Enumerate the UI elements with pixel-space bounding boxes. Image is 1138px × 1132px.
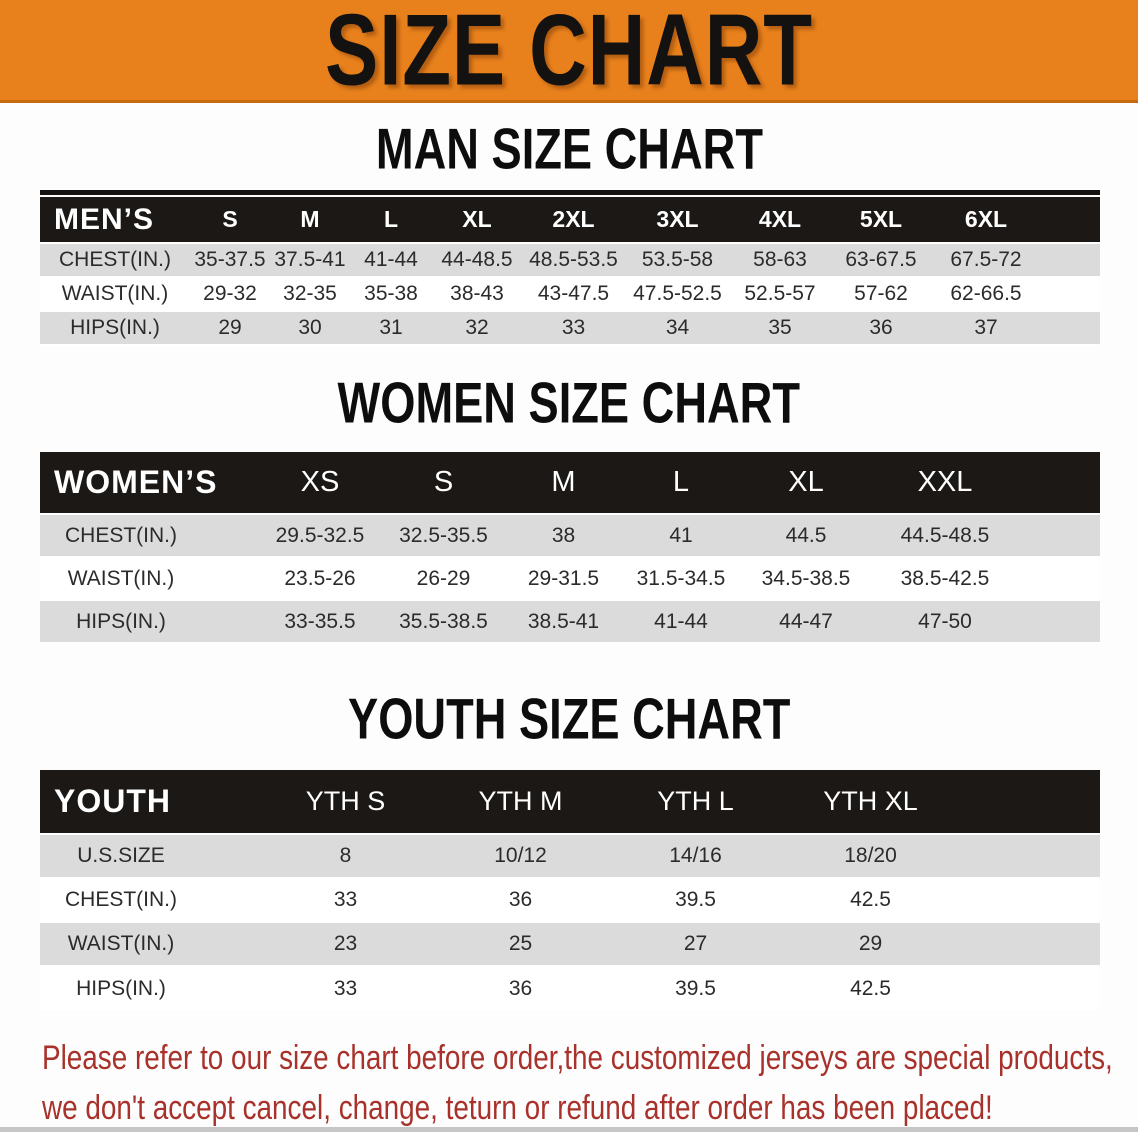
row-label: CHEST(IN.): [40, 514, 258, 557]
youth-hips-row: [40, 966, 1100, 1010]
size-cell: 34.5-38.5: [740, 557, 872, 600]
youth-table-header-label: YOUTH: [40, 770, 258, 834]
spacer-cell: [958, 922, 1100, 966]
size-cell: 39.5: [608, 966, 783, 1010]
size-cell: 29.5-32.5: [258, 514, 382, 557]
size-cell: 30: [270, 311, 350, 345]
spacer-cell: [1040, 243, 1100, 277]
men-table-top-rule: [40, 190, 1100, 195]
women-chest-row: [40, 514, 1100, 557]
size-cell: 32-35: [270, 277, 350, 311]
youth-size-chart-title-text: YOUTH SIZE CHART: [347, 688, 791, 752]
youth-size-column: YTH S: [258, 770, 433, 834]
size-cell: 44-48.5: [432, 243, 522, 277]
size-cell: 29-31.5: [505, 557, 622, 600]
youth-size-chart-title: [0, 688, 1138, 752]
row-label: HIPS(IN.): [40, 311, 190, 345]
spacer-cell: [958, 966, 1100, 1010]
size-cell: 32: [432, 311, 522, 345]
men-size-column: 2XL: [522, 197, 625, 243]
row-label: CHEST(IN.): [40, 878, 258, 922]
size-cell: 37.5-41: [270, 243, 350, 277]
size-cell: 43-47.5: [522, 277, 625, 311]
size-cell: 67.5-72: [932, 243, 1040, 277]
size-cell: 37: [932, 311, 1040, 345]
disclaimer-line-2: [42, 1086, 1132, 1132]
size-cell: 38: [505, 514, 622, 557]
size-cell: 36: [830, 311, 932, 345]
spacer-cell: [1018, 600, 1100, 643]
youth-us-size-row: [40, 834, 1100, 878]
spacer-cell: [1040, 277, 1100, 311]
size-cell: 26-29: [382, 557, 505, 600]
size-cell: 31.5-34.5: [622, 557, 740, 600]
bottom-divider-bar: [0, 1127, 1138, 1132]
men-size-table: [40, 197, 1100, 346]
size-cell: 32.5-35.5: [382, 514, 505, 557]
size-cell: 35-38: [350, 277, 432, 311]
men-waist-row: [40, 277, 1100, 311]
size-cell: 38-43: [432, 277, 522, 311]
size-cell: 8: [258, 834, 433, 878]
spacer-cell: [958, 878, 1100, 922]
men-size-column: 5XL: [830, 197, 932, 243]
banner-title: SIZE CHART: [325, 0, 813, 107]
women-size-column: M: [505, 452, 622, 514]
women-size-chart-title: [0, 372, 1138, 436]
women-size-table: [40, 452, 1100, 644]
size-cell: 57-62: [830, 277, 932, 311]
size-cell: 41-44: [350, 243, 432, 277]
men-hips-row: [40, 311, 1100, 345]
size-cell: 52.5-57: [730, 277, 830, 311]
size-cell: 29: [783, 922, 958, 966]
row-label: U.S.SIZE: [40, 834, 258, 878]
size-cell: 42.5: [783, 878, 958, 922]
size-cell: 36: [433, 878, 608, 922]
men-size-column: 4XL: [730, 197, 830, 243]
men-chest-row: [40, 243, 1100, 277]
size-cell: 29: [190, 311, 270, 345]
size-cell: 31: [350, 311, 432, 345]
size-cell: 39.5: [608, 878, 783, 922]
size-cell: 38.5-41: [505, 600, 622, 643]
spacer-cell: [1040, 197, 1100, 243]
spacer-cell: [1040, 311, 1100, 345]
size-cell: 58-63: [730, 243, 830, 277]
row-label: HIPS(IN.): [40, 600, 258, 643]
men-size-column: 3XL: [625, 197, 730, 243]
youth-size-column: YTH M: [433, 770, 608, 834]
size-cell: 33-35.5: [258, 600, 382, 643]
size-cell: 14/16: [608, 834, 783, 878]
youth-table-header-row: [40, 770, 1100, 834]
disclaimer: [42, 1036, 1132, 1132]
size-cell: 25: [433, 922, 608, 966]
size-cell: 10/12: [433, 834, 608, 878]
size-cell: 23.5-26: [258, 557, 382, 600]
disclaimer-line-1-text: Please refer to our size chart before order,the customized jerseys are special products,: [42, 1039, 1113, 1077]
spacer-cell: [1018, 452, 1100, 514]
women-size-column: S: [382, 452, 505, 514]
size-cell: 44.5: [740, 514, 872, 557]
size-cell: 62-66.5: [932, 277, 1040, 311]
size-cell: 53.5-58: [625, 243, 730, 277]
size-cell: 42.5: [783, 966, 958, 1010]
size-cell: 38.5-42.5: [872, 557, 1018, 600]
disclaimer-line-1: [42, 1036, 1132, 1086]
women-size-column: L: [622, 452, 740, 514]
men-size-column: M: [270, 197, 350, 243]
size-cell: 29-32: [190, 277, 270, 311]
size-cell: 63-67.5: [830, 243, 932, 277]
size-cell: 35: [730, 311, 830, 345]
row-label: CHEST(IN.): [40, 243, 190, 277]
men-size-column: 6XL: [932, 197, 1040, 243]
size-cell: 34: [625, 311, 730, 345]
size-cell: 33: [522, 311, 625, 345]
size-cell: 33: [258, 878, 433, 922]
size-cell: 36: [433, 966, 608, 1010]
youth-size-column: YTH L: [608, 770, 783, 834]
size-cell: 41: [622, 514, 740, 557]
size-cell: 18/20: [783, 834, 958, 878]
men-size-column: S: [190, 197, 270, 243]
women-size-chart-title-text: WOMEN SIZE CHART: [337, 372, 801, 436]
men-table-header-label: MEN’S: [40, 197, 190, 243]
women-size-column: XL: [740, 452, 872, 514]
size-cell: 47-50: [872, 600, 1018, 643]
size-cell: 44.5-48.5: [872, 514, 1018, 557]
men-size-column: XL: [432, 197, 522, 243]
women-hips-row: [40, 600, 1100, 643]
row-label: WAIST(IN.): [40, 557, 258, 600]
disclaimer-line-2-text: we don't accept cancel, change, teturn or refund after order has been placed!: [42, 1089, 993, 1127]
size-cell: 23: [258, 922, 433, 966]
row-label: HIPS(IN.): [40, 966, 258, 1010]
size-cell: 33: [258, 966, 433, 1010]
size-cell: 35.5-38.5: [382, 600, 505, 643]
women-table-header-row: [40, 452, 1100, 514]
size-chart-banner: [0, 0, 1138, 107]
man-size-chart-title-text: MAN SIZE CHART: [375, 118, 763, 182]
man-size-chart-title: [0, 118, 1138, 182]
men-table-header-row: [40, 197, 1100, 243]
row-label: WAIST(IN.): [40, 277, 190, 311]
youth-chest-row: [40, 878, 1100, 922]
size-cell: 44-47: [740, 600, 872, 643]
spacer-cell: [958, 834, 1100, 878]
size-cell: 35-37.5: [190, 243, 270, 277]
spacer-cell: [1018, 514, 1100, 557]
youth-waist-row: [40, 922, 1100, 966]
spacer-cell: [958, 770, 1100, 834]
women-size-column: XXL: [872, 452, 1018, 514]
size-cell: 41-44: [622, 600, 740, 643]
women-table-header-label: WOMEN’S: [40, 452, 258, 514]
spacer-cell: [1018, 557, 1100, 600]
youth-size-column: YTH XL: [783, 770, 958, 834]
women-size-column: XS: [258, 452, 382, 514]
youth-size-table: [40, 770, 1100, 1010]
size-cell: 47.5-52.5: [625, 277, 730, 311]
size-cell: 48.5-53.5: [522, 243, 625, 277]
men-size-column: L: [350, 197, 432, 243]
size-cell: 27: [608, 922, 783, 966]
row-label: WAIST(IN.): [40, 922, 258, 966]
women-waist-row: [40, 557, 1100, 600]
